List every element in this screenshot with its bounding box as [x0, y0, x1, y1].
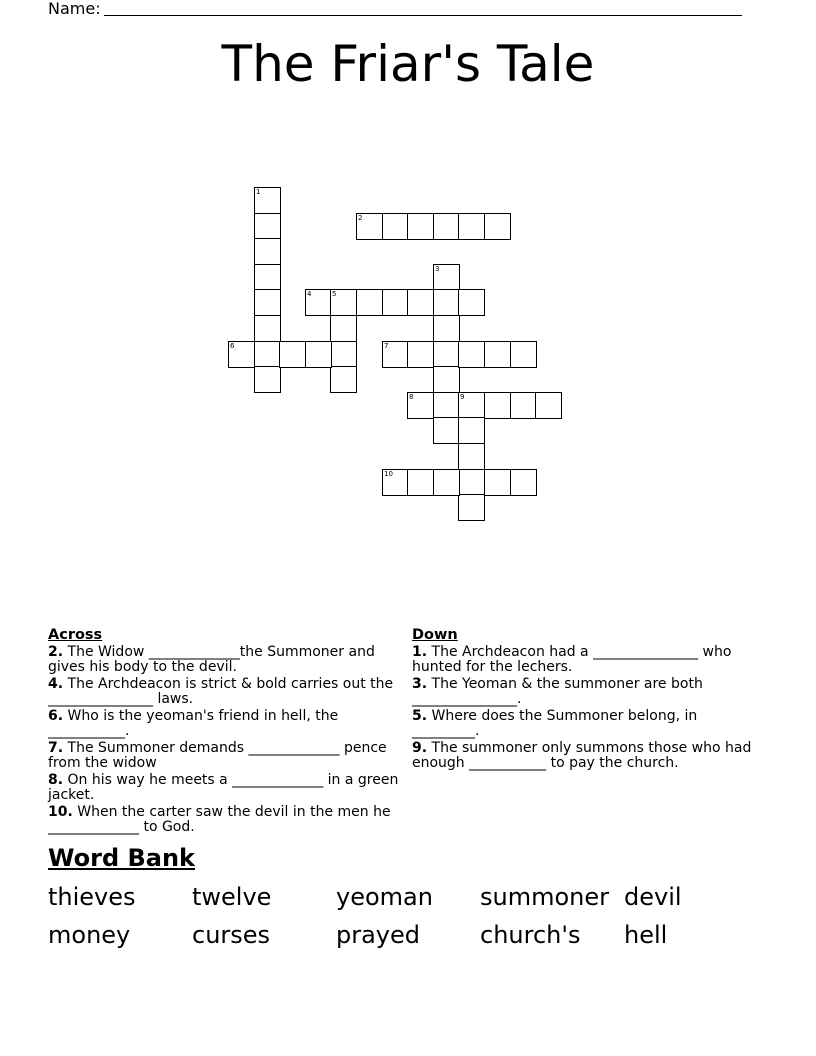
- crossword-cell[interactable]: [458, 213, 485, 240]
- word-bank-word: thieves: [48, 883, 136, 911]
- crossword-cell[interactable]: [356, 289, 383, 316]
- crossword-cell[interactable]: [484, 392, 511, 419]
- word-bank-word: devil: [624, 883, 682, 911]
- crossword-cell[interactable]: [330, 366, 357, 393]
- clue-number-label: 6: [230, 342, 235, 350]
- crossword-cell[interactable]: [254, 187, 281, 214]
- crossword-cell[interactable]: [407, 289, 434, 316]
- clue-number-label: 8: [409, 393, 414, 401]
- clue-down-3: [412, 677, 762, 708]
- crossword-cell[interactable]: [458, 417, 485, 444]
- word-bank-word: twelve: [192, 883, 272, 911]
- crossword-cell[interactable]: [535, 392, 562, 419]
- name-label: Name:: [48, 0, 101, 18]
- word-bank-title: Word Bank: [48, 844, 196, 872]
- crossword-cell[interactable]: [382, 213, 409, 240]
- word-bank-word: prayed: [336, 921, 421, 949]
- crossword-cell[interactable]: [254, 213, 281, 240]
- clue-text: The summoner only summons those who had enough ___________ to pay the church.: [412, 739, 752, 771]
- clue-number: 8.: [48, 771, 64, 788]
- crossword-cell[interactable]: [433, 417, 460, 444]
- clue-across-8: [48, 773, 400, 804]
- clue-text: The Archdeacon is strict & bold carries out the _______________ laws.: [48, 675, 394, 707]
- clue-down-1: [412, 645, 762, 676]
- clue-number-label: 7: [384, 342, 389, 350]
- clue-number-label: 10: [384, 470, 393, 478]
- crossword-cell[interactable]: [330, 341, 357, 368]
- clue-text: Who is the yeoman's friend in hell, the ___________.: [48, 707, 339, 739]
- word-bank-word: hell: [624, 921, 668, 949]
- crossword-cell[interactable]: [433, 469, 460, 496]
- crossword-cell[interactable]: [279, 341, 306, 368]
- crossword-cell[interactable]: [330, 289, 357, 316]
- clue-text: The Yeoman & the summoner are both _______________.: [412, 675, 703, 707]
- crossword-cell[interactable]: [305, 341, 332, 368]
- clue-text: Where does the Summoner belong, in _________.: [412, 707, 698, 739]
- crossword-cell[interactable]: [510, 392, 537, 419]
- clue-across-10: [48, 805, 400, 836]
- across-heading: Across: [48, 627, 103, 643]
- clue-text: When the carter saw the devil in the men he _____________ to God.: [48, 803, 391, 835]
- word-bank-word: money: [48, 921, 131, 949]
- clue-number: 7.: [48, 739, 64, 756]
- clue-number: 10.: [48, 803, 73, 820]
- down-clues: [412, 628, 762, 773]
- crossword-cell[interactable]: [254, 289, 281, 316]
- clue-number: 1.: [412, 643, 428, 660]
- clue-number-label: 9: [460, 393, 465, 401]
- crossword-cell[interactable]: [458, 289, 485, 316]
- page-title: The Friar's Tale: [221, 35, 595, 93]
- crossword-cell[interactable]: [330, 315, 357, 342]
- across-clues: [48, 628, 400, 837]
- crossword-cell[interactable]: [254, 264, 281, 291]
- crossword-cell[interactable]: [433, 264, 460, 291]
- crossword-cell[interactable]: [433, 315, 460, 342]
- crossword-cell[interactable]: [458, 443, 485, 470]
- clue-text: On his way he meets a _____________ in a green jacket.: [48, 771, 399, 803]
- clue-number: 6.: [48, 707, 64, 724]
- crossword-cell[interactable]: [484, 213, 511, 240]
- crossword-cell[interactable]: [382, 341, 409, 368]
- crossword-cell[interactable]: [458, 341, 485, 368]
- crossword-cell[interactable]: [254, 315, 281, 342]
- word-bank-word: summoner: [480, 883, 609, 911]
- clue-number-label: 3: [435, 265, 440, 273]
- crossword-cell[interactable]: [356, 213, 383, 240]
- clue-number-label: 4: [307, 290, 312, 298]
- crossword-cell[interactable]: [382, 289, 409, 316]
- crossword-cell[interactable]: [458, 494, 485, 521]
- word-bank-word: church's: [480, 921, 581, 949]
- clue-across-6: [48, 709, 400, 740]
- crossword-cell[interactable]: [305, 289, 332, 316]
- crossword-cell[interactable]: [433, 392, 460, 419]
- clue-across-4: [48, 677, 400, 708]
- crossword-cell[interactable]: [510, 469, 537, 496]
- clue-down-9: [412, 741, 762, 772]
- crossword-cell[interactable]: [254, 341, 281, 368]
- crossword-cell[interactable]: [407, 341, 434, 368]
- crossword-cell[interactable]: [407, 213, 434, 240]
- crossword-cell[interactable]: [458, 469, 485, 496]
- clue-across-7: [48, 741, 400, 772]
- clue-number: 9.: [412, 739, 428, 756]
- crossword-cell[interactable]: [510, 341, 537, 368]
- crossword-cell[interactable]: [433, 341, 460, 368]
- clue-number: 2.: [48, 643, 64, 660]
- crossword-cell[interactable]: [484, 469, 511, 496]
- clue-number-label: 2: [358, 214, 363, 222]
- word-bank-word: curses: [192, 921, 271, 949]
- crossword-cell[interactable]: [254, 238, 281, 265]
- clue-number: 5.: [412, 707, 428, 724]
- crossword-cell[interactable]: [407, 392, 434, 419]
- clue-number: 4.: [48, 675, 64, 692]
- crossword-cell[interactable]: [458, 392, 485, 419]
- clue-text: The Archdeacon had a _______________ who hunted for the lechers.: [412, 643, 732, 675]
- crossword-cell[interactable]: [407, 469, 434, 496]
- clue-down-5: [412, 709, 762, 740]
- clue-text: The Summoner demands _____________ pence from the widow: [48, 739, 387, 771]
- crossword-cell[interactable]: [484, 341, 511, 368]
- clue-text: The Widow _____________the Summoner and gives his body to the devil.: [48, 643, 375, 675]
- crossword-cell[interactable]: [433, 289, 460, 316]
- clue-number-label: 1: [256, 188, 261, 196]
- clue-number: 3.: [412, 675, 428, 692]
- word-bank-word: yeoman: [336, 883, 433, 911]
- clue-across-2: [48, 645, 400, 676]
- crossword-cell[interactable]: [382, 469, 409, 496]
- crossword-cell[interactable]: [228, 341, 255, 368]
- crossword-cell[interactable]: [433, 366, 460, 393]
- clue-number-label: 5: [332, 290, 337, 298]
- down-heading: Down: [412, 627, 458, 643]
- name-field[interactable]: [104, 15, 742, 16]
- crossword-cell[interactable]: [433, 213, 460, 240]
- crossword-cell[interactable]: [254, 366, 281, 393]
